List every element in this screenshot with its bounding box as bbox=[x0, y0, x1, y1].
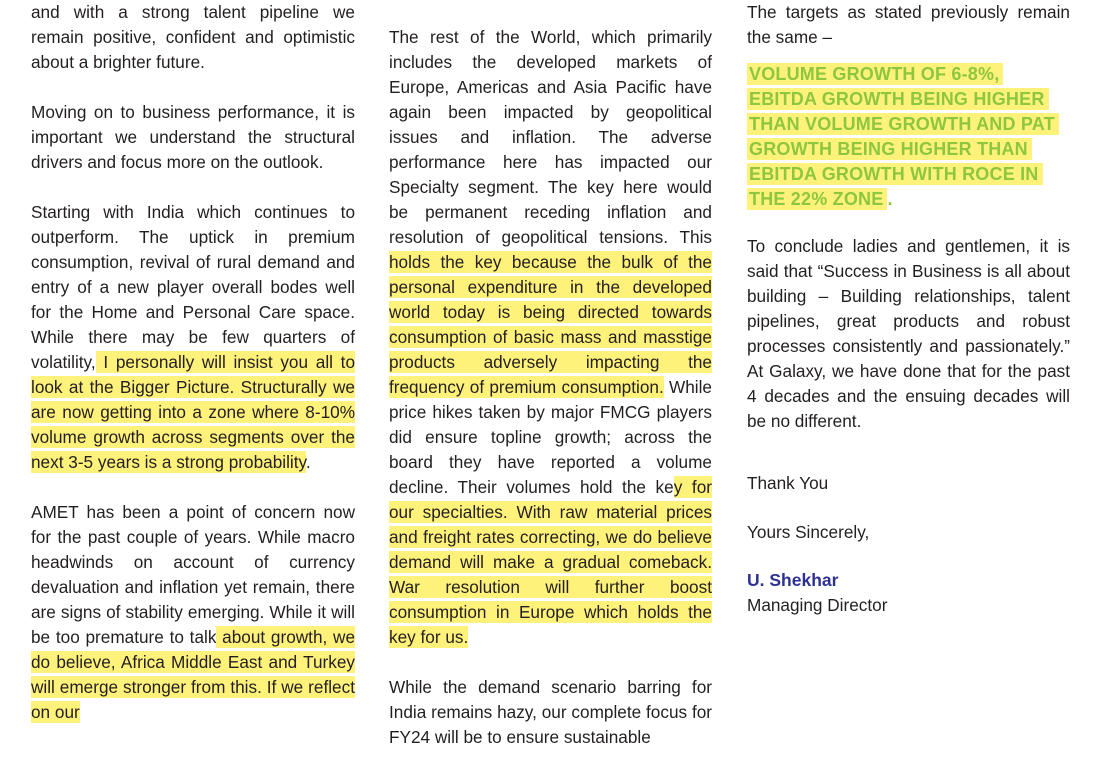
text-span: While price hikes taken by major FMCG players did ensure topline growth; across the board they have reported a volume decline. Their volumes hold the ke bbox=[389, 377, 712, 497]
paragraph-india bbox=[31, 200, 355, 475]
column-1 bbox=[31, 0, 355, 725]
text-span: . bbox=[887, 189, 893, 209]
signer-title: Managing Director bbox=[747, 595, 888, 615]
thank-you: Thank You bbox=[747, 473, 829, 493]
highlighted-text: y for our specialties. With raw material prices and freight rates correcting, we do believe demand will make a gradual comeback. War resolution will further boost consumption in Europe which holds the key for us. bbox=[389, 477, 712, 647]
paragraph-conclusion: To conclude ladies and gentlemen, it is said that “Success in Business is all about building – Building relationships, talent pipelines, great products and robust processes consistently and passionately.” At Galaxy, we have done that for the past 4 decades and the ensuing decades will be no different. bbox=[747, 236, 1070, 431]
paragraph-amet bbox=[31, 500, 355, 725]
signer-name: U. Shekhar bbox=[747, 570, 839, 590]
closing-salutation: Yours Sincerely, bbox=[747, 522, 870, 542]
paragraph-rest-of-world bbox=[389, 25, 712, 650]
text-span: The rest of the World, which primarily includes the developed markets of Europe, Americas and Asia Pacific have again been impacted by geopolitical issues and inflation. The adverse performance here has impacted our Specialty segment. The key here would be permanent receding inflation and resolution of geopolitical tensions. This bbox=[389, 27, 712, 247]
highlighted-text: I personally will insist you all to look at the Bigger Picture. Structurally we are now getting into a zone where 8-10% volume growth across segments over the next 3-5 years is a strong probability bbox=[31, 352, 355, 472]
column-3 bbox=[747, 0, 1070, 618]
paragraph-talent-pipeline: and with a strong talent pipeline we remain positive, confident and optimistic about a brighter future. bbox=[31, 2, 355, 72]
highlighted-text: about growth, we do believe, Africa Middle East and Turkey will emerge stronger from this. If we reflect on our bbox=[31, 627, 356, 722]
highlighted-text: holds the key because the bulk of the personal expenditure in the developed world today is being directed towards consumption of basic mass and masstige products adversely impacting the frequency of premium consumption. bbox=[389, 252, 712, 397]
text-span: . bbox=[305, 452, 311, 472]
targets-statement bbox=[747, 62, 1070, 212]
column-2 bbox=[389, 25, 712, 750]
paragraph-targets-intro: The targets as stated previously remain the same – bbox=[747, 2, 1070, 47]
text-span: AMET has been a point of concern now for the past couple of years. While macro headwinds on account of currency devaluation and inflation yet remain, there are signs of stability emerging. While it will be too premature to talk bbox=[31, 502, 355, 647]
text-span: Starting with India which continues to outperform. The uptick in premium consumption, revival of rural demand and entry of a new player overall bodes well for the Home and Personal Care space. While there may be few quarters of volatility, bbox=[31, 202, 355, 372]
paragraph-business-performance: Moving on to business performance, it is important we understand the structural drivers and focus more on the outlook. bbox=[31, 102, 355, 172]
paragraph-demand-scenario: While the demand scenario barring for India remains hazy, our complete focus for FY24 will be to ensure sustainable bbox=[389, 677, 712, 747]
highlighted-targets: VOLUME GROWTH OF 6-8%, EBITDA GROWTH BEING HIGHER THAN VOLUME GROWTH AND PAT GROWTH BEING HIGHER THAN EBITDA GROWTH WITH ROCE IN THE 22% ZONE bbox=[747, 63, 1059, 210]
